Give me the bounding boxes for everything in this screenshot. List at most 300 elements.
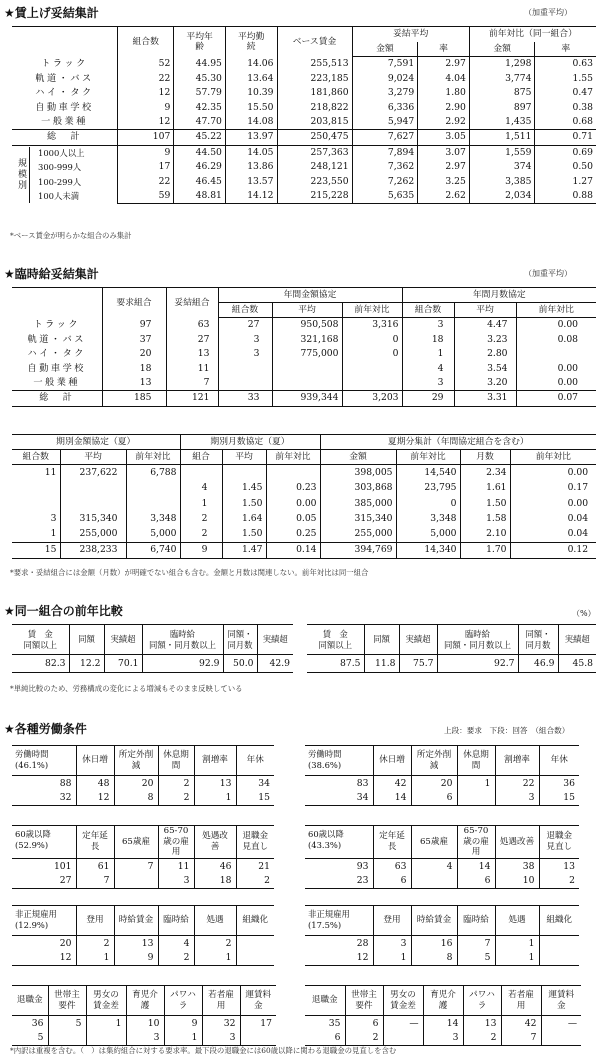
cell: 3 xyxy=(126,1031,164,1046)
cell xyxy=(60,480,126,496)
cell: 7,591 xyxy=(352,57,418,72)
cell: 2 xyxy=(180,511,222,527)
header-cell: 休息期間 xyxy=(457,746,495,776)
cell xyxy=(383,1031,423,1046)
cell xyxy=(114,874,158,889)
answer-row xyxy=(12,1031,276,1046)
cell: 0.47 xyxy=(535,86,596,101)
cell: 2 xyxy=(158,951,194,966)
cell: 1 xyxy=(373,951,411,966)
cell: 1 xyxy=(194,951,236,966)
header-cell: 時給賃金 xyxy=(114,906,158,936)
bonus-row xyxy=(12,332,596,347)
bonus-row xyxy=(12,318,596,333)
header-cell: 若者雇用 xyxy=(202,986,240,1016)
cell: 7,262 xyxy=(352,174,418,189)
header-cell: 世帯主要件 xyxy=(48,986,86,1016)
cell: 1.50 xyxy=(222,527,266,543)
cell: 0 xyxy=(342,347,402,362)
scale-name: 1000人以上 xyxy=(38,147,85,158)
cell: 33 xyxy=(218,390,272,406)
header-cell: 登用 xyxy=(373,906,411,936)
header-cell: 実績超 xyxy=(104,625,142,655)
header-months: 月数 xyxy=(460,450,510,465)
row-label: 一般業種 xyxy=(33,376,81,388)
cell: 3,279 xyxy=(352,86,418,101)
cell xyxy=(240,1031,276,1046)
cell: 0.00 xyxy=(516,318,596,333)
cell: 385,000 xyxy=(320,496,396,512)
header-cell: 割増率 xyxy=(495,746,539,776)
header-cell: 65-70歳の雇用 xyxy=(158,826,194,859)
cell: 14 xyxy=(457,859,495,874)
cell: 8 xyxy=(114,791,158,806)
cell: 3,348 xyxy=(396,511,460,527)
wage-row xyxy=(12,57,596,72)
cell: 255,000 xyxy=(320,527,396,543)
cell: 12 xyxy=(305,951,373,966)
cell: 1.80 xyxy=(418,86,470,101)
cell: 46.45 xyxy=(174,174,226,189)
cell: 46.29 xyxy=(174,160,226,175)
cell: 1 xyxy=(194,791,236,806)
cell: 8 xyxy=(411,951,457,966)
header-cell: 所定外削減 xyxy=(411,746,457,776)
summer-total-row xyxy=(12,542,596,558)
request-row xyxy=(305,1016,581,1031)
cell: 63 xyxy=(166,318,218,333)
cell: 3 xyxy=(423,1031,463,1046)
cell: 0.50 xyxy=(535,160,596,175)
header-cell: 退職金見直し xyxy=(236,826,274,859)
header-base: ベース賃金 xyxy=(277,27,352,57)
total-label: 総 計 xyxy=(12,129,118,145)
header-cell: 同額・ 同月数 xyxy=(518,625,558,655)
conditions-table xyxy=(305,745,579,806)
wage-total-row xyxy=(12,129,596,145)
cell: 45.8 xyxy=(558,655,596,673)
total-label: 総 計 xyxy=(12,390,102,406)
cell: 2.97 xyxy=(418,57,470,72)
cell: 7,362 xyxy=(352,160,418,175)
header-cell: 65歳雇 xyxy=(411,826,457,859)
request-row xyxy=(12,1016,276,1031)
cell: 2.97 xyxy=(418,160,470,175)
cell: 52 xyxy=(118,57,174,72)
cell: 2.90 xyxy=(418,100,470,115)
cell xyxy=(126,496,180,512)
answer-row xyxy=(12,791,274,806)
header-cell: 退職金見直し xyxy=(539,826,579,859)
cell: 9 xyxy=(180,542,222,558)
cell: 42.35 xyxy=(174,100,226,115)
header-avg: 平均 xyxy=(60,450,126,465)
header-cell: 処遇 xyxy=(194,906,236,936)
header-cell: 年休 xyxy=(539,746,579,776)
cell: 0.12 xyxy=(510,542,596,558)
cell: 15 xyxy=(236,791,274,806)
cell: 28 xyxy=(356,937,369,949)
cell: 12 xyxy=(76,791,114,806)
cell: 1 xyxy=(76,951,114,966)
answer-row xyxy=(305,874,579,889)
cell: 2 xyxy=(158,791,194,806)
header-cell: 同額・ 同月数 xyxy=(223,625,257,655)
same-union-table-right xyxy=(307,624,596,673)
cell: 42 xyxy=(501,1016,541,1031)
cell xyxy=(411,874,457,889)
summer-row xyxy=(12,480,596,496)
wage-row xyxy=(12,86,596,101)
cell: 0.63 xyxy=(535,57,596,72)
cell: 2,034 xyxy=(469,189,535,204)
cell: 237,622 xyxy=(60,465,126,481)
weighted-average-note: （加重平均） xyxy=(524,8,572,17)
cell: 17 xyxy=(118,160,174,175)
cell: 20 xyxy=(102,347,166,362)
cell: 250,475 xyxy=(277,129,352,145)
cell xyxy=(541,1031,581,1046)
cell xyxy=(516,347,596,362)
header-kumiai: 組合数 xyxy=(118,27,174,57)
cell: 6 xyxy=(345,1016,383,1031)
cell: 101 xyxy=(53,860,72,872)
cell: 12.2 xyxy=(69,655,104,673)
header-cell: 臨時給 同額・同月数以上 xyxy=(437,625,518,655)
header-count: 組合数 xyxy=(218,303,272,318)
cell: 3 xyxy=(218,347,272,362)
conditions-table xyxy=(12,985,276,1046)
cell: 2 xyxy=(345,1031,383,1046)
cell: 45.30 xyxy=(174,71,226,86)
cell: 2.92 xyxy=(418,115,470,130)
header-cell: 実績超 xyxy=(558,625,596,655)
conditions-table xyxy=(305,985,581,1046)
cell: 14 xyxy=(373,791,411,806)
cell: 7 xyxy=(166,376,218,391)
cell: 9 xyxy=(118,100,174,115)
bonus-footnote: *要求・妥結組合には金額（月数）が明確でない組合も含む。金額と月数は関連しない。前年対比は同一組合 xyxy=(10,568,369,577)
cell: 9 xyxy=(114,951,158,966)
cell: 6 xyxy=(373,874,411,889)
cell: 42 xyxy=(373,776,411,791)
header-amount: 金額 xyxy=(352,42,418,57)
cell: 13.64 xyxy=(225,71,277,86)
cell: 22 xyxy=(495,776,539,791)
cell: 5 xyxy=(12,1031,48,1046)
answer-row xyxy=(12,874,274,889)
cell: 14.12 xyxy=(225,189,277,204)
cell: 59 xyxy=(118,189,174,204)
header-cell: パワハラ xyxy=(463,986,501,1016)
cell: 3 xyxy=(158,874,194,889)
category-label: 60歳以降 (52.9%) xyxy=(12,826,76,859)
cell xyxy=(236,951,274,966)
cell: 11.8 xyxy=(364,655,399,673)
header-cell: 賃 金 同額以上 xyxy=(12,625,69,655)
header-avg-2: 平均 xyxy=(222,450,266,465)
header-cell: 同額 xyxy=(69,625,104,655)
cell: 2 xyxy=(236,874,274,889)
cell: 0.00 xyxy=(516,361,596,376)
header-cell: 退職金 xyxy=(305,986,345,1016)
cell: 1 xyxy=(50,528,57,540)
cell: 17 xyxy=(240,1016,276,1031)
cell: 1,559 xyxy=(469,145,535,160)
cell: 6,336 xyxy=(352,100,418,115)
cell: 10 xyxy=(126,1016,164,1031)
cell: 5,000 xyxy=(396,527,460,543)
cell: 315,340 xyxy=(60,511,126,527)
header-cell: 処遇改善 xyxy=(495,826,539,859)
cell: 1 xyxy=(495,936,539,951)
cell: 10.39 xyxy=(225,86,277,101)
cell: 22 xyxy=(118,71,174,86)
cell: 215,228 xyxy=(277,189,352,204)
cell: 3.07 xyxy=(418,145,470,160)
cell: 0 xyxy=(396,496,460,512)
cell: 20 xyxy=(411,776,457,791)
cell: 5 xyxy=(48,1016,86,1031)
cell: 13.97 xyxy=(225,129,277,145)
cell: 2.80 xyxy=(454,347,516,362)
cell: 0.00 xyxy=(516,376,596,391)
cell: 2.34 xyxy=(460,465,510,481)
header-cell: 定年延長 xyxy=(76,826,114,859)
cell xyxy=(266,465,320,481)
cell: 0.07 xyxy=(516,390,596,406)
cell xyxy=(126,480,180,496)
header-union: 組合 xyxy=(180,450,222,465)
cell xyxy=(457,791,495,806)
cell: 7 xyxy=(76,874,114,889)
cell: 87.5 xyxy=(307,655,364,673)
header-cell: 休息期間 xyxy=(158,746,194,776)
cell: 1.47 xyxy=(222,542,266,558)
cell: 374 xyxy=(469,160,535,175)
cell: 23,795 xyxy=(396,480,460,496)
request-row xyxy=(12,936,274,951)
scale-names xyxy=(30,146,117,204)
cell: 11 xyxy=(166,361,218,376)
cell: 14,540 xyxy=(396,465,460,481)
cell: — xyxy=(383,1016,423,1031)
header-cell: 65-70歳の雇用 xyxy=(457,826,495,859)
cell: 92.9 xyxy=(142,655,223,673)
category-label: 労働時間 (46.1%) xyxy=(12,746,76,776)
cell: 3 xyxy=(402,376,454,391)
cell: 0.88 xyxy=(535,189,596,204)
cell: 939,344 xyxy=(272,390,342,406)
cell: 121 xyxy=(166,390,218,406)
cell: 181,860 xyxy=(277,86,352,101)
header-cell: 世帯主要件 xyxy=(345,986,383,1016)
cell: 3.31 xyxy=(454,390,516,406)
header-cell: 組織化 xyxy=(236,906,274,936)
row-label: トラック xyxy=(41,58,88,70)
cell: 2 xyxy=(76,936,114,951)
bonus-row xyxy=(12,347,596,362)
summer-row xyxy=(12,496,596,512)
cell: 6 xyxy=(457,874,495,889)
cell: 3 xyxy=(373,936,411,951)
category-label: 60歳以降 (43.3%) xyxy=(305,826,373,859)
section-title-same-union: ★同一組合の前年比較 xyxy=(4,604,123,618)
cell: 92.7 xyxy=(437,655,518,673)
percent-note: （%） xyxy=(572,609,596,618)
header-cell: 定年延長 xyxy=(373,826,411,859)
bonus-total-row xyxy=(12,390,596,406)
cell: 1.70 xyxy=(460,542,510,558)
same-union-footnote: *単純比較のため、労務構成の変化による増減もそのまま反映している xyxy=(10,684,243,693)
cell: 0.04 xyxy=(510,527,596,543)
cell: 93 xyxy=(356,860,369,872)
header-cell: 実績超 xyxy=(257,625,293,655)
cell: 22 xyxy=(118,174,174,189)
cell: 3 xyxy=(495,791,539,806)
cell: 34 xyxy=(305,791,373,806)
header-request: 要求組合 xyxy=(102,288,166,318)
header-cell: 育児介護 xyxy=(423,986,463,1016)
cell xyxy=(342,376,402,391)
cell: 18 xyxy=(402,332,454,347)
row-label: トラック xyxy=(33,319,81,331)
cell: 107 xyxy=(118,129,174,145)
cell: 0.25 xyxy=(266,527,320,543)
cell: 255,000 xyxy=(60,527,126,543)
cell: 398,005 xyxy=(320,465,396,481)
cell: 7,627 xyxy=(352,129,418,145)
cell: 1 xyxy=(495,951,539,966)
wage-settlement-table xyxy=(12,26,596,204)
header-yoy: 前年対比（同一組合） xyxy=(469,27,596,42)
cell: 1.50 xyxy=(222,496,266,512)
cell: 238,233 xyxy=(60,542,126,558)
cell: 50.0 xyxy=(223,655,257,673)
cell: 36 xyxy=(539,776,579,791)
wage-row xyxy=(12,100,596,115)
cell: 4 xyxy=(402,361,454,376)
cell: 13 xyxy=(114,936,158,951)
cell: 875 xyxy=(469,86,535,101)
cell: 11 xyxy=(158,859,194,874)
scale-label-cell xyxy=(12,145,118,204)
cell: 13.86 xyxy=(225,160,277,175)
conditions-table xyxy=(12,745,274,806)
cell: 2.10 xyxy=(460,527,510,543)
cell: 3,348 xyxy=(126,511,180,527)
header-count-2: 組合数 xyxy=(402,303,454,318)
cell: 4 xyxy=(411,859,457,874)
cell: 13 xyxy=(539,859,579,874)
cell xyxy=(222,465,266,481)
header-cell: 65歳雇 xyxy=(114,826,158,859)
cell xyxy=(236,936,274,951)
cell xyxy=(60,496,126,512)
cell: 45.22 xyxy=(174,129,226,145)
cell: 13 xyxy=(194,776,236,791)
header-cell: 登用 xyxy=(76,906,114,936)
cell: 27 xyxy=(12,874,76,889)
header-annual-months: 年間月数協定 xyxy=(402,288,596,303)
cell: 15 xyxy=(12,542,60,558)
cell: 1,435 xyxy=(469,115,535,130)
cell: 46.9 xyxy=(518,655,558,673)
cell: 775,000 xyxy=(272,347,342,362)
request-row xyxy=(305,776,579,791)
scale-vertical-label: 規模別 xyxy=(12,147,30,203)
header-rate: 率 xyxy=(418,42,470,57)
cell: 3 xyxy=(50,513,57,525)
cell: 0.68 xyxy=(535,115,596,130)
request-row xyxy=(305,859,579,874)
conditions-table xyxy=(12,905,274,966)
cell: 9,024 xyxy=(352,71,418,86)
cell: 12 xyxy=(118,115,174,130)
header-settled: 妥結組合 xyxy=(166,288,218,318)
row-label: 軌道・バス xyxy=(27,333,86,345)
cell xyxy=(539,936,579,951)
summer-row xyxy=(12,527,596,543)
wage-footnote: *ベース賃金が明らかな組合のみ集計 xyxy=(10,231,132,240)
cell: 3.54 xyxy=(454,361,516,376)
cell: 2 xyxy=(194,936,236,951)
row-label: 自動車学校 xyxy=(35,101,94,113)
cell: 950,508 xyxy=(272,318,342,333)
wage-row xyxy=(12,71,596,86)
header-summer-total: 夏期分集計（年間協定組合を含む） xyxy=(320,435,596,450)
header-blank xyxy=(12,27,118,57)
answer-row xyxy=(305,1031,581,1046)
header-yoy-3: 前年対比 xyxy=(396,450,460,465)
cell: 48 xyxy=(76,776,114,791)
scale-name: 100人未満 xyxy=(38,191,80,201)
cell: 0.23 xyxy=(266,480,320,496)
cell: 3 xyxy=(202,1031,240,1046)
cell: 10 xyxy=(495,874,539,889)
header-yoy: 前年対比 xyxy=(126,450,180,465)
cell: 2 xyxy=(539,874,579,889)
cell: 23 xyxy=(305,874,373,889)
cell xyxy=(12,496,60,512)
header-avg: 平均 xyxy=(272,303,342,318)
header-cell: パワハラ xyxy=(164,986,202,1016)
bonus-row xyxy=(12,361,596,376)
cell: 1,298 xyxy=(469,57,535,72)
category-label: 労働時間 (38.6%) xyxy=(305,746,373,776)
scale-row xyxy=(12,145,596,160)
header-cell: 処遇改善 xyxy=(194,826,236,859)
cell: 0.38 xyxy=(535,100,596,115)
cell: 2 xyxy=(180,527,222,543)
request-row xyxy=(12,859,274,874)
cell xyxy=(342,361,402,376)
cell: 1.55 xyxy=(535,71,596,86)
cell: 0.00 xyxy=(510,465,596,481)
header-cell: 休日増 xyxy=(76,746,114,776)
cell: 1.61 xyxy=(460,480,510,496)
cell xyxy=(48,1031,86,1046)
cell xyxy=(272,361,342,376)
cell: 61 xyxy=(76,859,114,874)
header-cell: 若者雇用 xyxy=(501,986,541,1016)
cell: 13 xyxy=(463,1016,501,1031)
conditions-table xyxy=(305,825,579,889)
cell: 14.06 xyxy=(225,57,277,72)
cell: 0.00 xyxy=(266,496,320,512)
cell: 1 xyxy=(164,1031,202,1046)
cell: 5 xyxy=(457,951,495,966)
